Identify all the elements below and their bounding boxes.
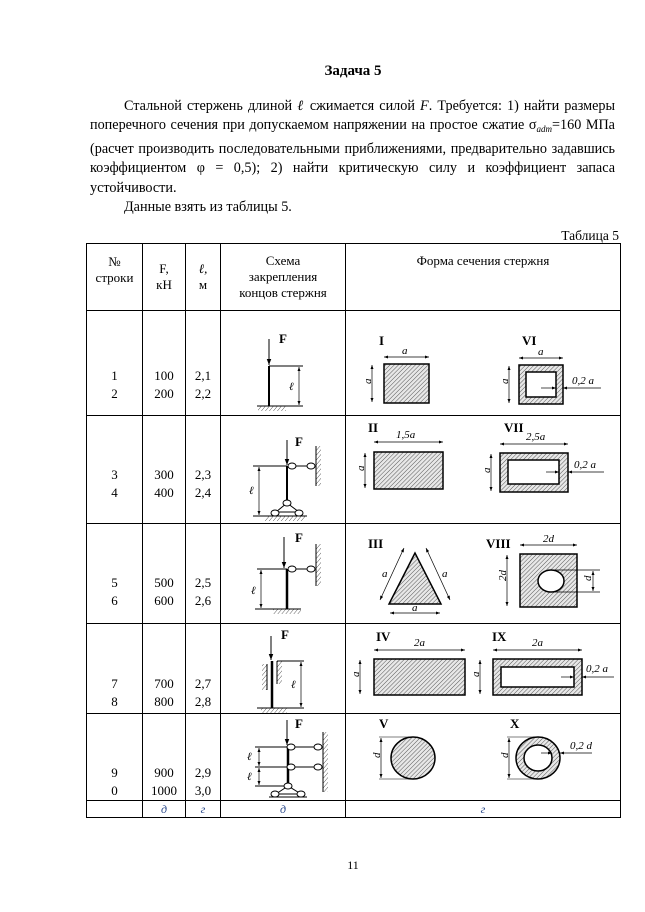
section-cell [346,524,621,624]
wall-hatch-icon [323,732,328,792]
header-text: концов стержня [239,285,327,300]
dim-label: a [402,345,408,357]
length-label: ℓ [247,751,252,763]
dim-label: 0,2 d [570,740,592,752]
scheme-fixed-sliding [221,624,345,713]
row-numbers [87,311,143,416]
scheme-cell [221,714,346,801]
cell: 3,0 [194,783,212,798]
ground-hatch-icon [261,708,287,713]
dim-label: a [481,467,493,473]
header-text: № [108,254,121,269]
data-table [86,243,621,818]
cell: 2,1 [194,368,212,383]
footer-cell: г [346,801,621,818]
hinge-icon [287,744,295,750]
section-label: IX [492,629,507,644]
section-label: IV [376,629,391,644]
table-row [87,524,621,624]
hinge-icon [307,566,315,572]
force-values [143,416,186,524]
force-label: F [295,716,303,731]
scheme-fixed-guided [221,524,345,623]
hinge-icon [295,510,303,516]
header-length [186,244,221,311]
guide-hatch-icon [277,661,282,684]
dim-label: 0,2 a [572,375,594,387]
dim-label: a [499,378,511,384]
cell: 2,5 [194,575,212,590]
cell: 900 [154,765,174,780]
section-label: I [379,333,385,348]
dim-label: 2a [532,637,543,649]
guide-hatch-icon [262,664,267,690]
length-values [186,311,221,416]
dim-label: 2a [414,637,425,649]
sections-IV-IX [346,624,620,713]
cell: 100 [154,368,174,383]
table-row [87,416,621,524]
dim-label: a [538,346,544,358]
header-text: закрепления [248,269,318,284]
cell: 4 [111,485,118,500]
cell: 2,2 [194,386,212,401]
section-label: V [379,716,389,731]
hinge-icon [287,764,295,770]
dim-label: 2,5a [526,431,546,443]
section-label: III [368,536,384,551]
cell: 600 [154,593,174,608]
text: сжимается силой [304,98,421,114]
cell: 1 [111,368,118,383]
hinge-icon [314,764,322,770]
force-values [143,311,186,416]
dim-label: a [470,671,482,677]
section-cell [346,311,621,416]
footer-cell: г [186,801,221,818]
row-numbers [87,416,143,524]
scheme-cell [221,311,346,416]
cell: 8 [111,694,118,709]
data-reference: Данные взять из таблицы 5. [124,199,292,216]
section-cell [346,624,621,714]
header-text: строки [95,270,134,285]
header-force [143,244,186,311]
wall-hatch-icon [316,544,321,586]
sections-III-VIII [346,524,620,623]
dim-label: d [582,575,594,581]
dim-label: 1,5a [396,429,416,441]
sigma-symbol: σ [528,117,537,134]
hole [538,570,564,592]
cell: 5 [111,575,118,590]
header-text: Схема [265,253,301,268]
section-label: VII [504,420,524,435]
length-values [186,524,221,624]
hinge-icon [284,783,292,789]
cell: 2,6 [194,593,212,608]
section-cell [346,714,621,801]
header-text: м [198,277,208,292]
triangle-section [389,553,441,604]
dim-label: d [499,752,511,758]
cell: 2,7 [194,676,212,691]
force-label: F [281,627,289,642]
section-label: II [368,420,379,435]
sections-V-X [346,714,620,800]
cell: 2,4 [194,485,212,500]
hinge-icon [288,566,296,572]
cell: 200 [154,386,174,401]
length-values [186,416,221,524]
header-text: ℓ, [198,261,208,276]
cell: 300 [154,467,174,482]
cell: 7 [111,676,118,691]
length-values [186,714,221,801]
cell: 2,3 [194,467,212,482]
header-scheme [221,244,346,311]
scheme-pinned-double-guided [221,714,345,800]
dim-label: a [362,378,374,384]
header-row-no [87,244,143,311]
hinge-icon [283,500,291,506]
task-statement [90,97,615,217]
table-header [87,244,621,311]
table-caption: Таблица 5 [561,228,619,243]
force-label: F [279,331,287,346]
table-row [87,311,621,416]
header-text: F, [159,261,169,276]
dim-label: a [355,465,367,471]
rectangle-section [374,452,443,489]
text: . Требуется: 1) найти размеры поперечного сечения при допускаемом напряжении на простое сжатие [90,98,615,134]
length-label: ℓ [289,381,294,393]
cell: 2,9 [194,765,212,780]
table-footer [87,801,621,818]
dim-label: a [350,671,362,677]
length-label: ℓ [249,485,254,497]
text: Стальной стержень длиной [124,98,298,114]
cell: 400 [154,485,174,500]
text: =160 МПа (расчет производить последовательными приближениями, предварительно задавшись коэффициентом φ = 0,5); 2) найти критическую силу и коэффициент запаса устойчивости. [90,117,615,196]
length-label: ℓ [251,585,256,597]
cell: 2,8 [194,694,212,709]
scheme-pinned-guided [221,416,345,523]
cell: 3 [111,467,118,482]
force-label: F [295,530,303,545]
table-row [87,624,621,714]
force-symbol: F [420,98,429,114]
section-label: X [510,716,520,731]
length-label: ℓ [291,679,296,691]
hinge-icon [307,463,315,469]
cell: 500 [154,575,174,590]
sections-II-VII [346,416,620,523]
section-label: VI [522,333,537,348]
cell: 800 [154,694,174,709]
header-section [346,244,621,311]
length-symbol: ℓ [297,98,305,114]
cell: 9 [111,765,118,780]
table-row [87,714,621,801]
hole [524,745,552,771]
force-values [143,624,186,714]
dim-label: d [371,752,383,758]
ground-hatch-icon [258,406,286,411]
rectangle-section [374,659,465,695]
row-numbers [87,524,143,624]
dim-label: a [412,602,418,614]
cell: 2 [111,386,118,401]
dim-label: 2d [497,570,509,581]
hinge-icon [314,744,322,750]
circle-section [391,737,435,779]
dim-label: 0,2 a [586,663,608,675]
scheme-cell [221,416,346,524]
row-numbers [87,624,143,714]
wall-hatch-icon [316,446,321,486]
header-text: кН [156,277,172,292]
dim-label: a [442,568,448,580]
page-number: 11 [347,858,359,872]
hinge-icon [297,791,305,797]
scheme-fixed-free [221,311,345,415]
ground-hatch-icon [273,609,301,614]
task-title: Задача 5 [324,63,382,79]
statement-paragraph [90,97,615,198]
cell: 0 [111,783,118,798]
hinge-icon [271,791,279,797]
force-values [143,524,186,624]
cell: 700 [154,676,174,691]
row-numbers [87,714,143,801]
hinge-icon [288,463,296,469]
cell: 1000 [151,783,177,798]
length-values [186,624,221,714]
scheme-cell [221,624,346,714]
hinge-icon [271,510,279,516]
force-label: F [295,434,303,449]
sections-I-VI [346,311,620,415]
square-section [384,364,429,403]
footer-cell: д [143,801,186,818]
cell: 6 [111,593,118,608]
dim-label: a [382,568,388,580]
ground-hatch-icon [265,516,305,521]
header-text: Форма сечения стержня [416,253,550,268]
section-label: VIII [486,536,511,551]
hollow [526,372,556,397]
force-values [143,714,186,801]
scheme-cell [221,524,346,624]
dim-label: 2d [543,533,554,545]
footer-cell: д [221,801,346,818]
section-cell [346,416,621,524]
sigma-subscript: adm [536,124,553,135]
length-label: ℓ [247,771,252,783]
footer-cell [87,801,143,818]
dim-label: 0,2 a [574,459,596,471]
